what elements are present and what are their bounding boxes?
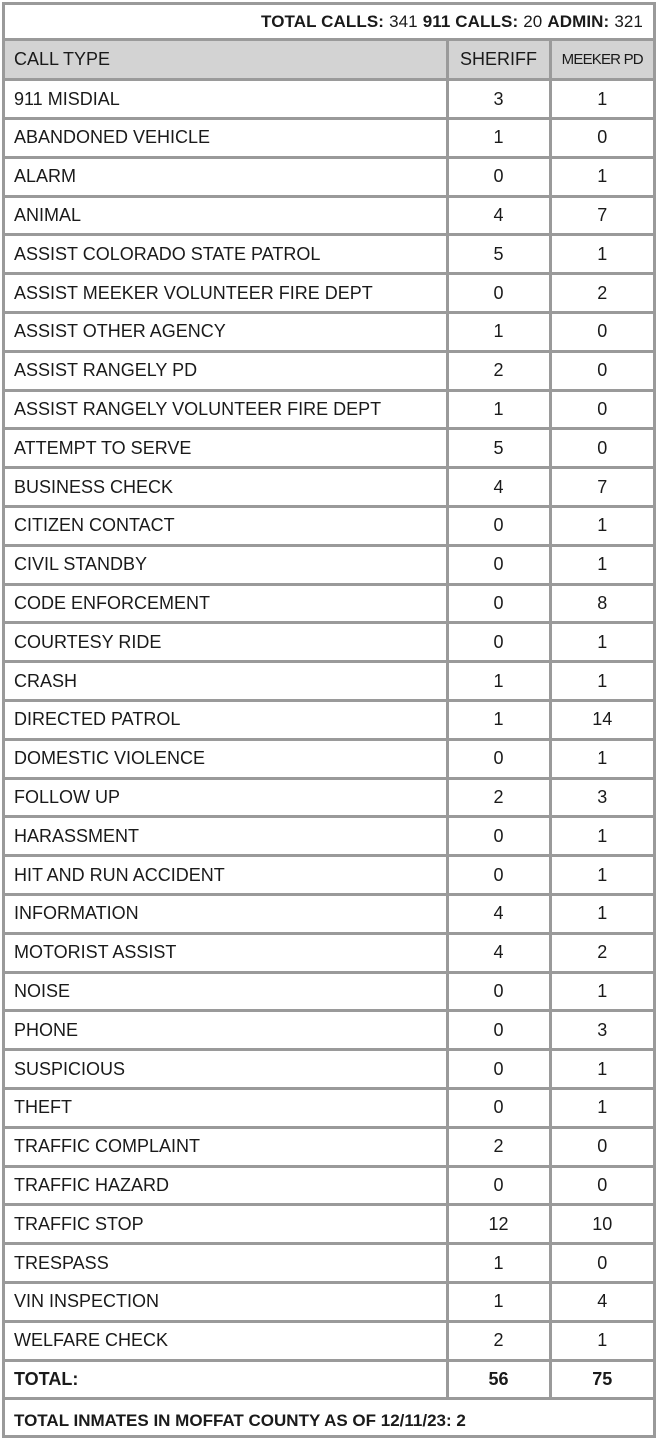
table-body: [5, 80, 653, 1399]
call-type-cell: BUSINESS CHECK: [5, 468, 447, 507]
sheriff-count-cell: 1: [447, 701, 550, 740]
meeker-pd-count-cell: 3: [550, 1011, 653, 1050]
table-row: [5, 1283, 653, 1322]
sheriff-count-cell: 0: [447, 623, 550, 662]
sheriff-count-cell: 0: [447, 507, 550, 546]
call-type-cell: COURTESY RIDE: [5, 623, 447, 662]
meeker-pd-count-cell: 0: [550, 390, 653, 429]
total-sheriff: 56: [447, 1360, 550, 1399]
table-row: [5, 623, 653, 662]
call-type-cell: ATTEMPT TO SERVE: [5, 429, 447, 468]
call-type-table: [5, 41, 653, 1400]
call-type-cell: INFORMATION: [5, 895, 447, 934]
meeker-pd-count-cell: 1: [550, 623, 653, 662]
sheriff-count-cell: 2: [447, 351, 550, 390]
total-label: TOTAL:: [5, 1360, 447, 1399]
total-meeker-pd: 75: [550, 1360, 653, 1399]
meeker-pd-count-cell: 1: [550, 739, 653, 778]
meeker-pd-count-cell: 1: [550, 972, 653, 1011]
table-row: [5, 933, 653, 972]
meeker-pd-count-cell: 1: [550, 1321, 653, 1360]
meeker-pd-count-cell: 1: [550, 507, 653, 546]
meeker-pd-count-cell: 1: [550, 1089, 653, 1128]
call-type-cell: TRAFFIC HAZARD: [5, 1166, 447, 1205]
meeker-pd-count-cell: 8: [550, 584, 653, 623]
call-type-cell: 911 MISDIAL: [5, 80, 447, 119]
meeker-pd-count-cell: 1: [550, 895, 653, 934]
table-row: [5, 1244, 653, 1283]
call-type-cell: ALARM: [5, 157, 447, 196]
table-row: [5, 80, 653, 119]
sheriff-count-cell: 2: [447, 778, 550, 817]
meeker-pd-count-cell: 1: [550, 545, 653, 584]
meeker-pd-count-cell: 7: [550, 196, 653, 235]
meeker-pd-count-cell: 4: [550, 1283, 653, 1322]
table-row: [5, 157, 653, 196]
table-row: [5, 856, 653, 895]
sheriff-count-cell: 4: [447, 196, 550, 235]
header-meeker-pd: MEEKER PD: [550, 41, 653, 80]
call-type-cell: ABANDONED VEHICLE: [5, 119, 447, 158]
sheriff-count-cell: 0: [447, 1011, 550, 1050]
table-row: [5, 507, 653, 546]
table-row: [5, 1127, 653, 1166]
table-row: [5, 778, 653, 817]
sheriff-count-cell: 5: [447, 429, 550, 468]
sheriff-count-cell: 1: [447, 1244, 550, 1283]
call-type-cell: ASSIST RANGELY PD: [5, 351, 447, 390]
sheriff-count-cell: 4: [447, 895, 550, 934]
table-row: [5, 1011, 653, 1050]
inmates-footer: TOTAL INMATES IN MOFFAT COUNTY AS OF 12/11/23: 2: [14, 1411, 466, 1431]
call-type-cell: CITIZEN CONTACT: [5, 507, 447, 546]
sheriff-count-cell: 5: [447, 235, 550, 274]
table-row: [5, 235, 653, 274]
sheriff-count-cell: 1: [447, 1283, 550, 1322]
call-type-cell: FOLLOW UP: [5, 778, 447, 817]
call-type-cell: ASSIST OTHER AGENCY: [5, 313, 447, 352]
table-row: [5, 895, 653, 934]
table-row: [5, 119, 653, 158]
call-type-cell: DIRECTED PATROL: [5, 701, 447, 740]
call-type-cell: ASSIST RANGELY VOLUNTEER FIRE DEPT: [5, 390, 447, 429]
total-calls-value: 341: [389, 11, 418, 31]
meeker-pd-count-cell: 0: [550, 429, 653, 468]
sheriff-count-cell: 0: [447, 1166, 550, 1205]
call-type-cell: CIVIL STANDBY: [5, 545, 447, 584]
meeker-pd-count-cell: 1: [550, 817, 653, 856]
call-type-cell: ANIMAL: [5, 196, 447, 235]
meeker-pd-count-cell: 2: [550, 933, 653, 972]
meeker-pd-count-cell: 7: [550, 468, 653, 507]
calls-911-value: 20: [523, 11, 543, 31]
table-row: [5, 274, 653, 313]
table-row: [5, 1050, 653, 1089]
sheriff-count-cell: 0: [447, 1050, 550, 1089]
table-row: [5, 545, 653, 584]
sheriff-count-cell: 1: [447, 313, 550, 352]
table-row: [5, 390, 653, 429]
call-type-cell: HARASSMENT: [5, 817, 447, 856]
meeker-pd-count-cell: 1: [550, 662, 653, 701]
meeker-pd-count-cell: 0: [550, 351, 653, 390]
sheriff-count-cell: 0: [447, 545, 550, 584]
meeker-pd-count-cell: 0: [550, 1244, 653, 1283]
table-row: [5, 313, 653, 352]
meeker-pd-count-cell: 3: [550, 778, 653, 817]
meeker-pd-count-cell: 1: [550, 157, 653, 196]
call-type-cell: TRESPASS: [5, 1244, 447, 1283]
table-row: [5, 429, 653, 468]
meeker-pd-count-cell: 0: [550, 313, 653, 352]
call-type-cell: HIT AND RUN ACCIDENT: [5, 856, 447, 895]
table-row: [5, 739, 653, 778]
calls-summary: [5, 5, 653, 41]
admin-calls-value: 321: [614, 11, 643, 31]
sheriff-count-cell: 0: [447, 1089, 550, 1128]
header-sheriff: SHERIFF: [447, 41, 550, 80]
table-row: [5, 972, 653, 1011]
total-row: [5, 1360, 653, 1399]
admin-calls-label: ADMIN:: [547, 11, 610, 31]
call-type-cell: WELFARE CHECK: [5, 1321, 447, 1360]
sheriff-count-cell: 0: [447, 817, 550, 856]
meeker-pd-count-cell: 1: [550, 1050, 653, 1089]
sheriff-count-cell: 3: [447, 80, 550, 119]
meeker-pd-count-cell: 1: [550, 80, 653, 119]
call-type-cell: DOMESTIC VIOLENCE: [5, 739, 447, 778]
table-row: [5, 701, 653, 740]
meeker-pd-count-cell: 2: [550, 274, 653, 313]
sheriff-count-cell: 0: [447, 856, 550, 895]
table-row: [5, 468, 653, 507]
call-type-cell: TRAFFIC COMPLAINT: [5, 1127, 447, 1166]
table-row: [5, 1205, 653, 1244]
table-row: [5, 1166, 653, 1205]
call-type-cell: THEFT: [5, 1089, 447, 1128]
sheriff-count-cell: 2: [447, 1127, 550, 1166]
sheriff-count-cell: 0: [447, 584, 550, 623]
call-type-cell: ASSIST COLORADO STATE PATROL: [5, 235, 447, 274]
call-type-cell: NOISE: [5, 972, 447, 1011]
call-type-cell: MOTORIST ASSIST: [5, 933, 447, 972]
meeker-pd-count-cell: 0: [550, 1166, 653, 1205]
meeker-pd-count-cell: 0: [550, 1127, 653, 1166]
sheriff-count-cell: 0: [447, 972, 550, 1011]
sheriff-count-cell: 12: [447, 1205, 550, 1244]
total-calls-label: TOTAL CALLS:: [261, 11, 385, 31]
meeker-pd-count-cell: 14: [550, 701, 653, 740]
sheriff-count-cell: 2: [447, 1321, 550, 1360]
meeker-pd-count-cell: 1: [550, 235, 653, 274]
call-type-cell: ASSIST MEEKER VOLUNTEER FIRE DEPT: [5, 274, 447, 313]
table-row: [5, 584, 653, 623]
sheriff-count-cell: 4: [447, 468, 550, 507]
sheriff-count-cell: 0: [447, 157, 550, 196]
table-row: [5, 196, 653, 235]
call-type-cell: SUSPICIOUS: [5, 1050, 447, 1089]
sheriff-count-cell: 1: [447, 390, 550, 429]
sheriff-count-cell: 0: [447, 274, 550, 313]
table-row: [5, 662, 653, 701]
table-row: [5, 1321, 653, 1360]
sheriff-count-cell: 1: [447, 119, 550, 158]
sheriff-count-cell: 0: [447, 739, 550, 778]
header-call-type: CALL TYPE: [5, 41, 447, 80]
call-type-cell: VIN INSPECTION: [5, 1283, 447, 1322]
table-row: [5, 1089, 653, 1128]
table-row: [5, 817, 653, 856]
table-header-row: [5, 41, 653, 80]
call-type-cell: PHONE: [5, 1011, 447, 1050]
table-row: [5, 351, 653, 390]
calls-911-label: 911 CALLS:: [422, 11, 519, 31]
meeker-pd-count-cell: 10: [550, 1205, 653, 1244]
sheriff-count-cell: 4: [447, 933, 550, 972]
meeker-pd-count-cell: 1: [550, 856, 653, 895]
sheriff-count-cell: 1: [447, 662, 550, 701]
call-type-cell: TRAFFIC STOP: [5, 1205, 447, 1244]
call-log-sheet: [2, 2, 656, 1438]
call-type-cell: CRASH: [5, 662, 447, 701]
meeker-pd-count-cell: 0: [550, 119, 653, 158]
call-type-cell: CODE ENFORCEMENT: [5, 584, 447, 623]
